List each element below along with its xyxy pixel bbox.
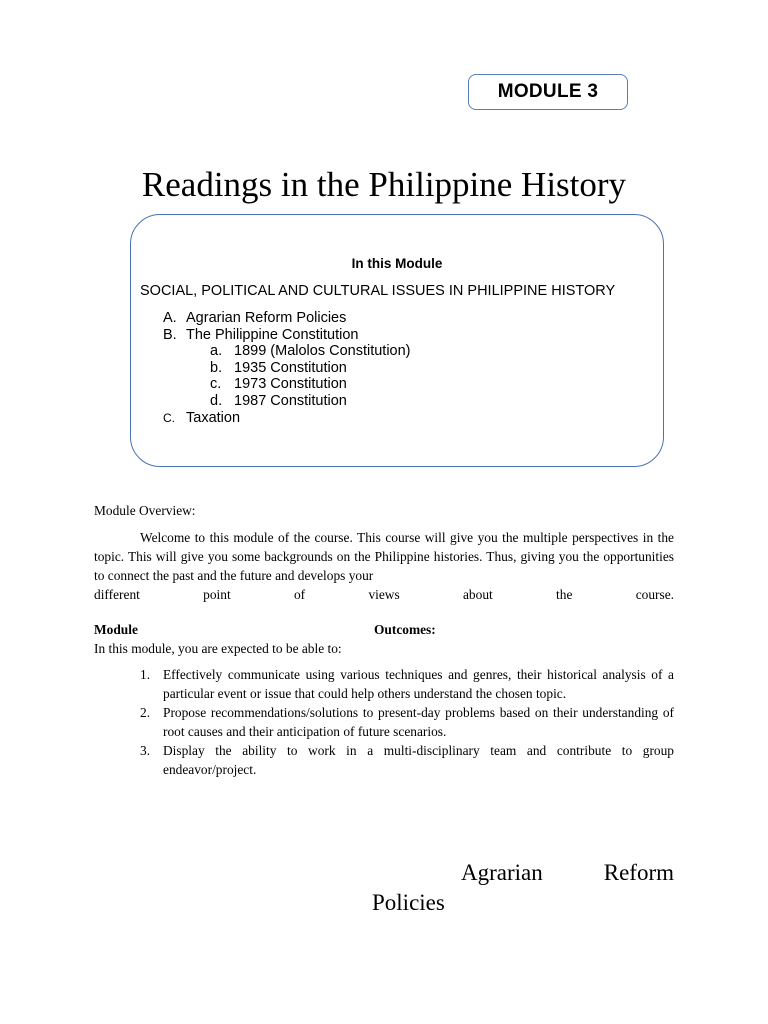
overview-last-line — [94, 585, 674, 604]
module-badge-label: MODULE 3 — [497, 81, 599, 102]
outline-marker: d. — [210, 392, 223, 409]
outline-marker: C. — [163, 410, 175, 425]
outcomes-intro: In this module, you are expected to be able to: — [94, 641, 342, 656]
outcomes-heading-left: Module — [94, 622, 138, 637]
overview-paragraph — [94, 528, 674, 604]
outcome-text: Display the ability to work in a multi-disciplinary team and contribute to group endeavor/project. — [163, 743, 674, 777]
outline-subitem — [163, 376, 411, 393]
overview-word: of — [293, 587, 306, 602]
outline-subitem — [163, 343, 411, 360]
outline-text: 1935 Constitution — [234, 359, 347, 376]
outline-text: 1899 (Malolos Constitution) — [234, 343, 411, 360]
overview-word: the — [556, 587, 573, 602]
outcome-item — [140, 703, 674, 741]
outcome-number: 1. — [140, 667, 151, 682]
outline-marker: B. — [163, 326, 177, 343]
outline-subitem — [163, 360, 411, 377]
outline-marker: c. — [210, 376, 222, 393]
overview-word: different — [94, 587, 140, 602]
outcomes-list — [140, 665, 674, 779]
outcome-item — [140, 741, 674, 779]
overview-label: Module Overview: — [94, 503, 196, 518]
outline-text: Taxation — [186, 409, 241, 426]
outline-text: 1987 Constitution — [234, 392, 347, 409]
outline-marker: a. — [210, 343, 223, 360]
overview-word: views — [368, 587, 400, 602]
outline-text: Agrarian Reform Policies — [186, 310, 347, 326]
outline-item — [163, 410, 411, 427]
module-box-heading: In this Module — [351, 256, 443, 271]
outline-marker: b. — [210, 359, 223, 376]
outcomes-heading-right: Outcomes: — [374, 622, 436, 637]
overview-text: Welcome to this module of the course. This course will give you the multiple perspectives in the topic. This will give you some backgrounds on the Philippine histories. Thus, giving you the opportunities to connect the past and the future and develops your — [94, 530, 674, 583]
module-outline — [163, 310, 411, 426]
outline-marker: A. — [163, 310, 177, 326]
outline-item — [163, 327, 411, 344]
section-heading — [372, 858, 674, 918]
outcome-item — [140, 665, 674, 703]
overview-word: course. — [635, 587, 674, 602]
section-heading-word: Reform — [603, 860, 674, 885]
overview-word: about — [462, 587, 493, 602]
overview-word: point — [203, 587, 231, 602]
outline-text: 1973 Constitution — [234, 376, 347, 393]
outcome-text: Effectively communicate using various techniques and genres, their historical analysis of a particular event or issue that could help others understand the chosen topic. — [163, 667, 674, 701]
outcome-number: 2. — [140, 705, 151, 720]
outline-subitem — [163, 393, 411, 410]
module-contents-box — [130, 214, 664, 467]
outcome-text: Propose recommendations/solutions to present-day problems based on their understanding of root causes and their anticipation of future scenarios. — [163, 705, 674, 739]
section-heading-line2: Policies — [372, 890, 445, 915]
outcome-number: 3. — [140, 743, 151, 758]
outline-item — [163, 310, 411, 327]
section-heading-word: Agrarian — [461, 860, 543, 885]
outline-text: The Philippine Constitution — [186, 326, 359, 343]
document-title: Readings in the Philippine History — [141, 165, 627, 204]
module-box-subject: SOCIAL, POLITICAL AND CULTURAL ISSUES IN PHILIPPINE HISTORY — [140, 283, 616, 299]
section-heading-line1 — [372, 858, 674, 888]
module-badge — [468, 74, 628, 110]
